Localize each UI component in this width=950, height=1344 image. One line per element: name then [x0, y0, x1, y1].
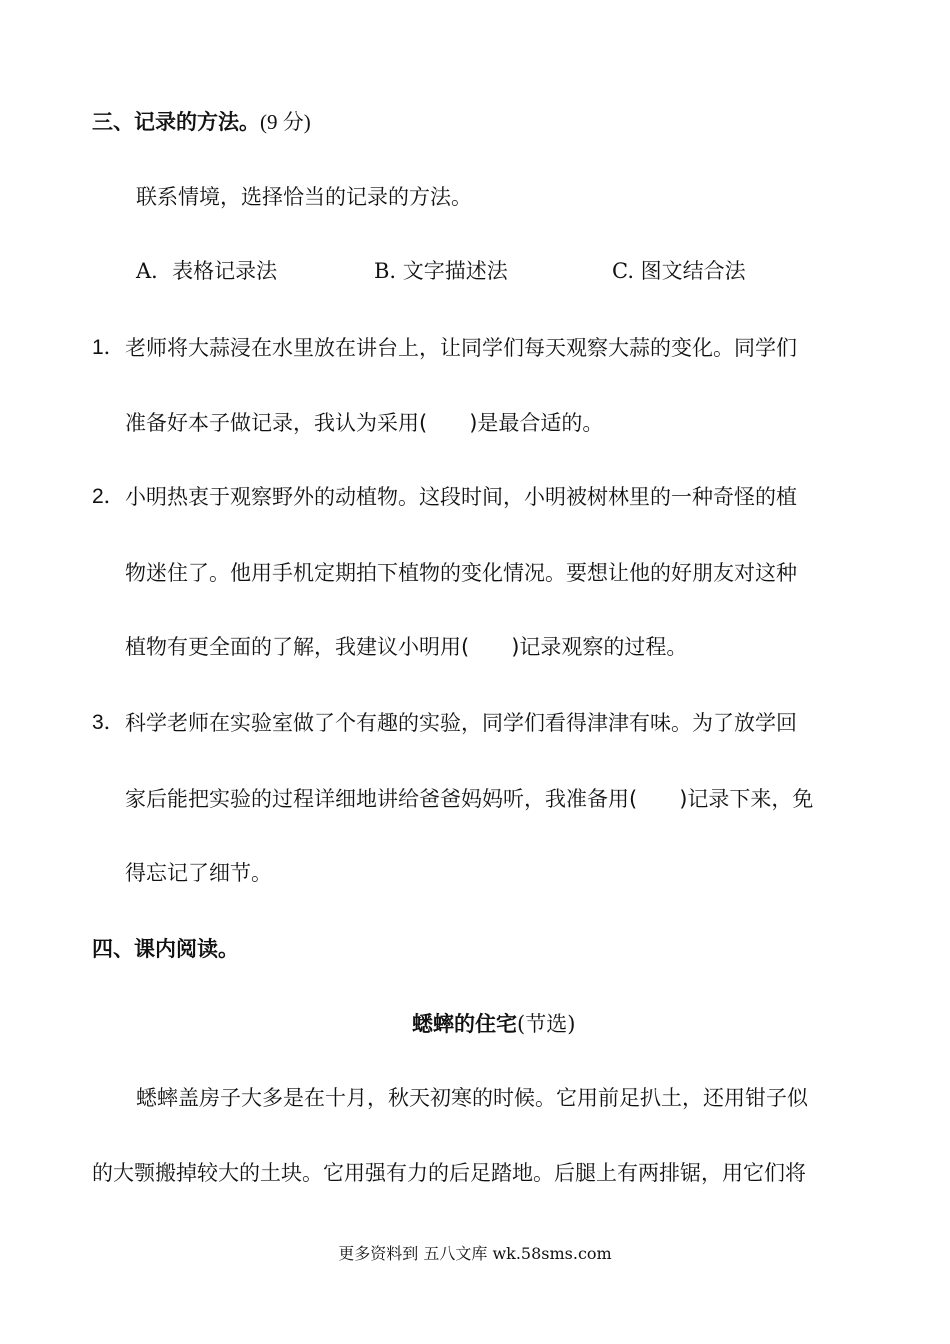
footer-text: 更多资料到 五八文库 wk.58sms.com: [338, 1244, 612, 1263]
question-2-line-2: 物迷住了。他用手机定期拍下植物的变化情况。要想让他的好朋友对这种: [125, 561, 797, 585]
section4-title: 四、课内阅读。: [92, 937, 239, 961]
passage-heading: [412, 1009, 575, 1039]
question-2-line-3: 植物有更全面的了解，我建议小明用( )记录观察的过程。: [125, 635, 688, 659]
question-2-number: 2．: [92, 485, 125, 508]
passage-note: (节选): [517, 1012, 576, 1036]
passage-title: 蟋蟀的住宅: [412, 1012, 517, 1036]
question-1-line-2: 准备好本子做记录，我认为采用( )是最合适的。: [125, 411, 604, 435]
question-3-number: 3．: [92, 711, 125, 734]
question-1-number: 1．: [92, 336, 125, 359]
section3-instruction: 联系情境，选择恰当的记录的方法。: [136, 185, 472, 209]
question-2-line-1: 小明热衷于观察野外的动植物。这段时间，小明被树林里的一种奇怪的植: [125, 485, 797, 509]
passage-line-1: 蟋蟀盖房子大多是在十月，秋天初寒的时候。它用前足扒土，还用钳子似: [136, 1086, 808, 1110]
section3-score: (9 分): [260, 110, 311, 134]
passage-line-2: 的大颚搬掉较大的土块。它用强有力的后足踏地。后腿上有两排锯，用它们将: [92, 1161, 806, 1185]
section3-title: 三、记录的方法。: [92, 110, 260, 134]
question-3-line-1: 科学老师在实验室做了个有趣的实验，同学们看得津津有味。为了放学回: [125, 711, 797, 735]
option-c: C. 图文结合法: [612, 259, 746, 283]
option-b: B. 文字描述法: [374, 259, 508, 283]
section3-heading: [92, 107, 311, 137]
question-3-line-2: 家后能把实验的过程详细地讲给爸爸妈妈听，我准备用( )记录下来，免: [125, 787, 814, 811]
option-a: A．表格记录法: [136, 259, 278, 283]
question-1-line-1: 老师将大蒜浸在水里放在讲台上，让同学们每天观察大蒜的变化。同学们: [125, 336, 797, 360]
question-3-line-3: 得忘记了细节。: [125, 861, 272, 885]
